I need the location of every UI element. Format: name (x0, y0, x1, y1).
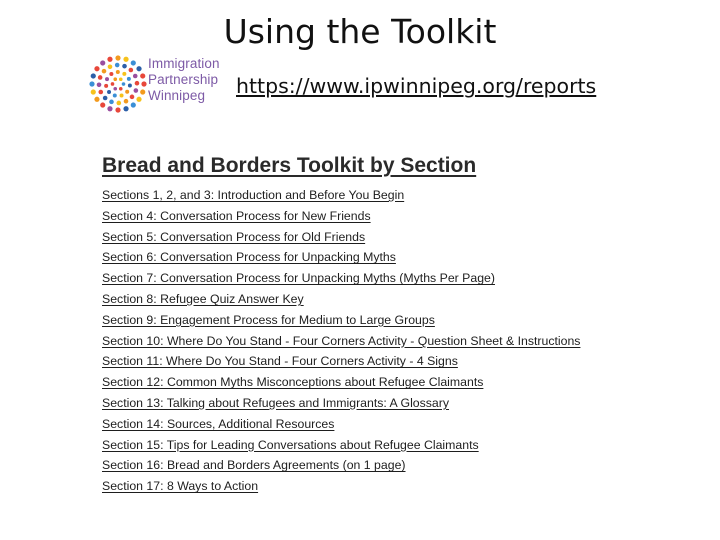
section-link-item (102, 455, 580, 476)
section-link[interactable]: Section 14: Sources, Additional Resources (102, 416, 335, 431)
section-link[interactable]: Sections 1, 2, and 3: Introduction and Before You Begin (102, 188, 405, 202)
section-link-item (102, 435, 580, 456)
section-link-item (102, 372, 580, 393)
logo-line-3: Winnipeg (148, 88, 206, 103)
reports-url-link[interactable]: https://www.ipwinnipeg.org/reports (236, 74, 597, 98)
section-link-item (102, 247, 580, 268)
section-link[interactable]: Section 9: Engagement Process for Medium to Large Groups (102, 312, 435, 327)
section-link-item (102, 351, 580, 372)
section-link-item (102, 331, 580, 352)
section-link[interactable]: Section 8: Refugee Quiz Answer Key (102, 291, 304, 306)
section-link[interactable]: Section 5: Conversation Process for Old Friends (102, 229, 366, 244)
section-link[interactable]: Section 11: Where Do You Stand - Four Corners Activity - 4 Signs (102, 354, 458, 369)
section-link[interactable]: Section 15: Tips for Leading Conversations about Refugee Claimants (102, 437, 479, 452)
section-link-item (102, 227, 580, 248)
ipw-logo (88, 52, 253, 114)
section-link[interactable]: Section 12: Common Myths Misconceptions about Refugee Claimants (102, 375, 484, 390)
dot-circle-logo-icon (88, 54, 148, 114)
section-link[interactable]: Section 13: Talking about Refugees and Immigrants: A Glossary (102, 395, 450, 410)
section-link-item (102, 185, 580, 206)
toolkit-heading: Bread and Borders Toolkit by Section (102, 154, 477, 177)
logo-line-1: Immigration (148, 56, 220, 71)
section-link[interactable]: Section 17: 8 Ways to Action (102, 479, 259, 494)
section-link-item (102, 310, 580, 331)
section-link-item (102, 289, 580, 310)
slide-title: Using the Toolkit (223, 12, 497, 51)
section-link-list (102, 185, 580, 497)
section-link[interactable]: Section 6: Conversation Process for Unpacking Myths (102, 250, 396, 265)
section-link-item (102, 268, 580, 289)
section-link[interactable]: Section 16: Bread and Borders Agreements (on 1 page) (102, 458, 406, 473)
section-link-item (102, 414, 580, 435)
section-link-item (102, 206, 580, 227)
logo-line-2: Partnership (148, 72, 219, 87)
section-link[interactable]: Section 10: Where Do You Stand - Four Corners Activity - Question Sheet & Instructions (102, 333, 581, 348)
section-link-item (102, 393, 580, 414)
section-link[interactable]: Section 7: Conversation Process for Unpacking Myths (Myths Per Page) (102, 271, 495, 286)
section-link-item (102, 476, 580, 497)
section-link[interactable]: Section 4: Conversation Process for New Friends (102, 208, 371, 223)
